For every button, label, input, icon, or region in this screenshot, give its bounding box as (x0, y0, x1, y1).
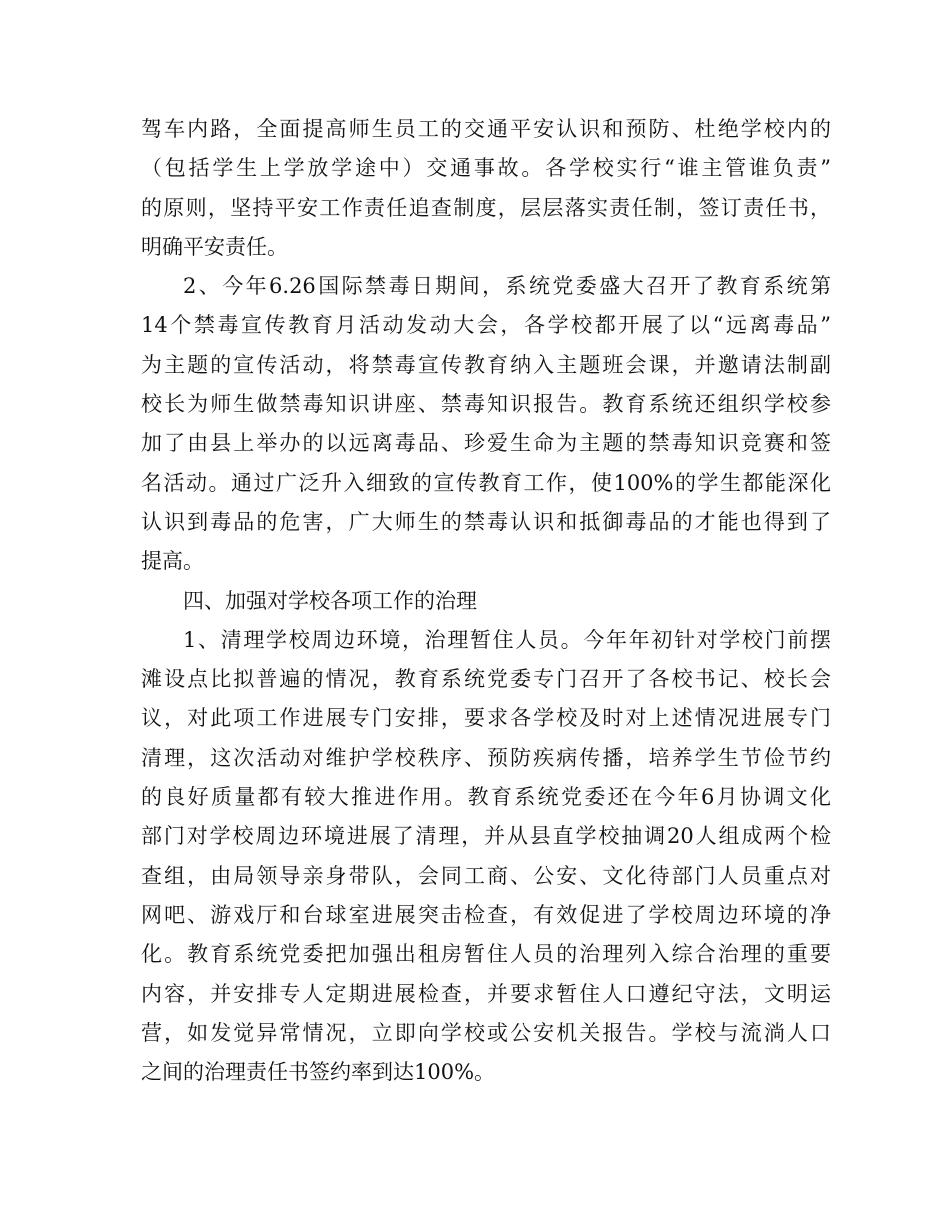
text-line: 1、清理学校周边环境，治理暂住人员。今年年初针对学校门前摆 (183, 627, 831, 652)
text-line: （包括学生上学放学途中）交通事故。各学校实行“谁主管谁负责” (141, 156, 831, 181)
text-line: 驾车内路，全面提高师生员工的交通平安认识和预防、杜绝学校内的 (141, 117, 831, 141)
section-heading: 四、加强对学校各项工作的治理 (183, 588, 477, 613)
text-line: 提高。 (141, 549, 204, 574)
text-line: 加了由县上举办的以远离毒品、珍爱生命为主题的禁毒知识竞赛和签 (141, 431, 831, 456)
text-line: 校长为师生做禁毒知识讲座、禁毒知识报告。教育系统还组织学校参 (141, 392, 831, 417)
text-line: 认识到毒品的危害，广大师生的禁毒认识和抵御毒品的才能也得到了 (141, 509, 831, 534)
text-line: 滩设点比拟普遍的情况，教育系统党委专门召开了各校书记、校长会 (141, 667, 831, 692)
text-line: 明确平安责任。 (141, 234, 288, 259)
document-body (141, 110, 831, 1092)
text-line: 的原则，坚持平安工作责任追查制度，层层落实责任制，签订责任书， (141, 195, 831, 220)
text-line: 查组，由局领导亲身带队，会同工商、公安、文化待部门人员重点对 (141, 863, 831, 888)
text-line: 化。教育系统党委把加强出租房暂住人员的治理列入综合治理的重要 (141, 942, 831, 967)
text-line: 2、今年6.26国际禁毒日期间，系统党委盛大召开了教育系统第 (183, 274, 831, 299)
text-line: 之间的治理责任书签约率到达100%。 (141, 1060, 496, 1085)
text-line: 为主题的宣传活动，将禁毒宣传教育纳入主题班会课，并邀请法制副 (141, 352, 831, 377)
text-line: 部门对学校周边环境进展了清理，并从县直学校抽调20人组成两个检 (141, 824, 831, 849)
text-line: 名活动。通过广泛升入细致的宣传教育工作，使100%的学生都能深化 (141, 470, 831, 495)
text-line: 网吧、游戏厅和台球室进展突击检查，有效促进了学校周边环境的净 (141, 902, 831, 927)
text-line: 议，对此项工作进展专门安排，要求各学校及时对上述情况进展专门 (141, 706, 831, 731)
text-line: 内容，并安排专人定期进展检查，并要求暂住人口遵纪守法，文明运 (141, 981, 831, 1006)
text-line: 营，如发觉异常情况，立即向学校或公安机关报告。学校与流淌人口 (141, 1020, 831, 1045)
text-line: 14个禁毒宣传教育月活动发动大会，各学校都开展了以“远离毒品” (141, 313, 831, 338)
text-line: 清理，这次活动对维护学校秩序、预防疾病传播，培养学生节俭节约 (141, 745, 831, 770)
text-line: 的良好质量都有较大推进作用。教育系统党委还在今年6月协调文化 (141, 785, 831, 810)
